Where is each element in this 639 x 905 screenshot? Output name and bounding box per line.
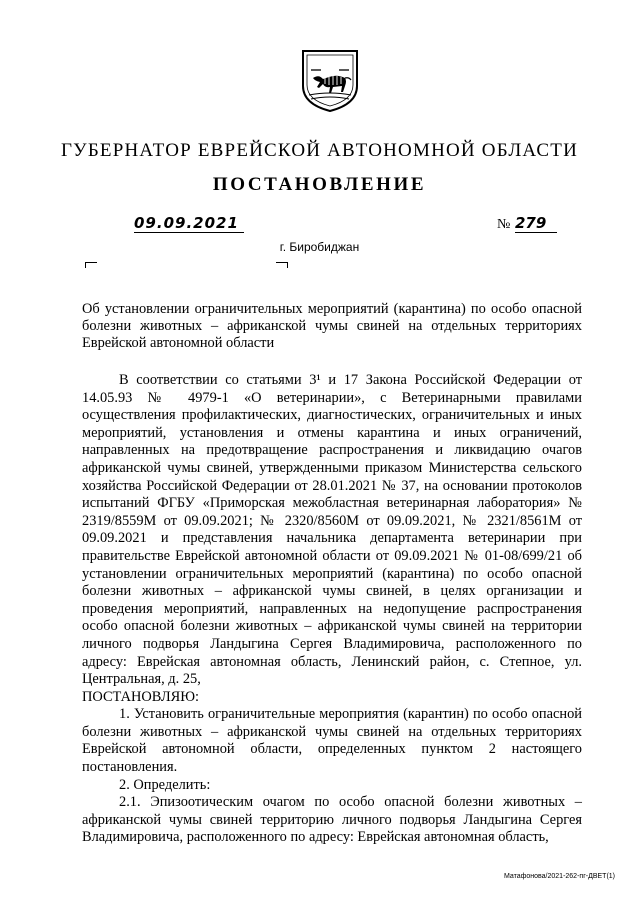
item-2-1-paragraph: 2.1. Эпизоотическим очагом по особо опасной болезни животных – африканской чумы свиней территорию личного подворья Ландыгина Сергея Владимировича, расположенного по адресу: Еврейская автономная область, (82, 794, 582, 846)
footer-reference: Матафонова/2021-262-пг-ДВЕТ(1) (503, 873, 615, 880)
preamble-paragraph: В соответствии со статьями 3¹ и 17 Закона Российской Федерации от 14.05.93 № 4979-1 «О ветеринарии», с Ветеринарными правилами осуществления профилактических, диагностических, ограничительных и иных мероприятий, установления и отмены карантина и иных ограничений, направленных на предотвращение распространения и ликвидацию очагов африканской чумы свиней, утвержденными приказом Министерства сельского хозяйства Российской Федерации от 28.01.2021 № 37, на основании протоколов испытаний ФГБУ «Приморская межобластная ветеринарная лаборатория» № 2319/8559М от 09.09.2021; № 2320/8560М от 09.09.2021, № 2321/8561М от 09.09.2021 и представления начальника департамента ветеринарии при правительстве Еврейской автономной области от 09.09.2021 № 01-08/699/21 об установлении ограничительных мероприятий (карантина) по особо опасной болезни животных – африканской чумы свиней, в целях организации и проведения мероприятий, направленных на недопущение распространения особо опасной болезни животных – африканской чумы свиней на территории личного подворья Ландыгина Сергея Владимировича, расположенного по адресу: Еврейская автономная область, Ленинский район, с. Степное, ул. Центральная, д. 25, (82, 372, 582, 688)
document-number-label: № (497, 217, 511, 232)
resolve-heading: ПОСТАНОВЛЯЮ: (82, 688, 200, 705)
governor-title: ГУБЕРНАТОР ЕВРЕЙСКОЙ АВТОНОМНОЙ ОБЛАСТИ (60, 140, 578, 161)
document-title-text: Об установлении ограничительных мероприятий (карантина) по особо опасной болезни животных – африканской чумы свиней на отдельных территориях Еврейской автономной области (82, 301, 582, 352)
document-title (82, 287, 582, 367)
title-left-corner-mark (85, 262, 97, 268)
item-1-paragraph: 1. Установить ограничительные мероприятия (карантин) по особо опасной болезни животных – африканской чумы свиней на отдельных территориях Еврейской автономной области, определенных пунктом 2 настоящего постановления. (82, 706, 582, 776)
title-right-corner-mark (276, 262, 288, 268)
coat-of-arms-icon (299, 48, 361, 114)
document-date: 09.09.2021 (134, 214, 244, 233)
city-label: г. Биробиджан (279, 240, 360, 254)
document-number: 279 (515, 214, 557, 233)
document-type-heading: ПОСТАНОВЛЕНИЕ (212, 174, 427, 195)
document-body (82, 372, 582, 847)
item-2-paragraph: 2. Определить: (119, 776, 211, 793)
